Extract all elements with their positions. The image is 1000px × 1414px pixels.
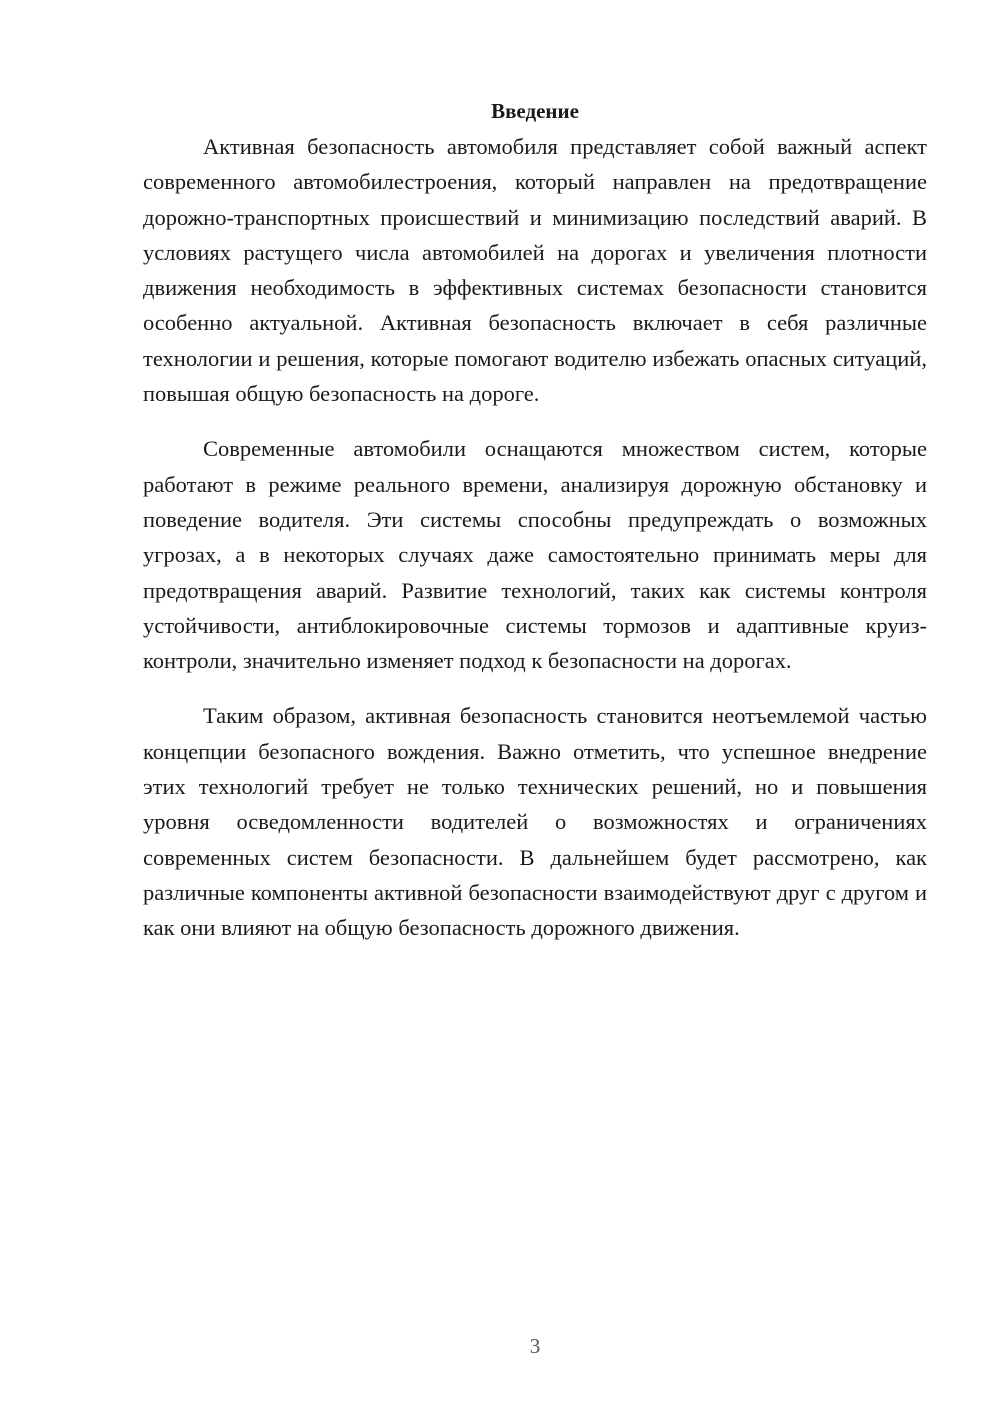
paragraph-3: Таким образом, активная безопасность становится неотъемлемой частью концепции безопасного вождения. Важно отметить, что успешное внедрение этих технологий требует не только технических решений, но и повышения уровня осведомленности водителей о возможностях и ограничениях современных систем безопасности. В дальнейшем будет рассмотрено, как различные компоненты активной безопасности взаимодействуют друг с другом и как они влияют на общую безопасность дорожного движения.	[143, 703, 927, 941]
page-content	[143, 94, 927, 946]
page-number: 3	[529, 1334, 541, 1358]
paragraph-2: Современные автомобили оснащаются множеством систем, которые работают в режиме реального времени, анализируя дорожную обстановку и поведение водителя. Эти системы способны предупреждать о возможных угрозах, а в некоторых случаях даже самостоятельно принимать меры для предотвращения аварий. Развитие технологий, таких как системы контроля устойчивости, антиблокировочные системы тормозов и адаптивные круиз-контроли, значительно изменяет подход к безопасности на дорогах.	[143, 436, 927, 674]
paragraph-1: Активная безопасность автомобиля представляет собой важный аспект современного автомобилестроения, который направлен на предотвращение дорожно-транспортных происшествий и минимизацию последствий аварий. В условиях растущего числа автомобилей на дорогах и увеличения плотности движения необходимость в эффективных системах безопасности становится особенно актуальной. Активная безопасность включает в себя различные технологии и решения, которые помогают водителю избежать опасных ситуаций, повышая общую безопасность на дороге.	[143, 134, 927, 407]
section-title: Введение	[491, 99, 579, 123]
